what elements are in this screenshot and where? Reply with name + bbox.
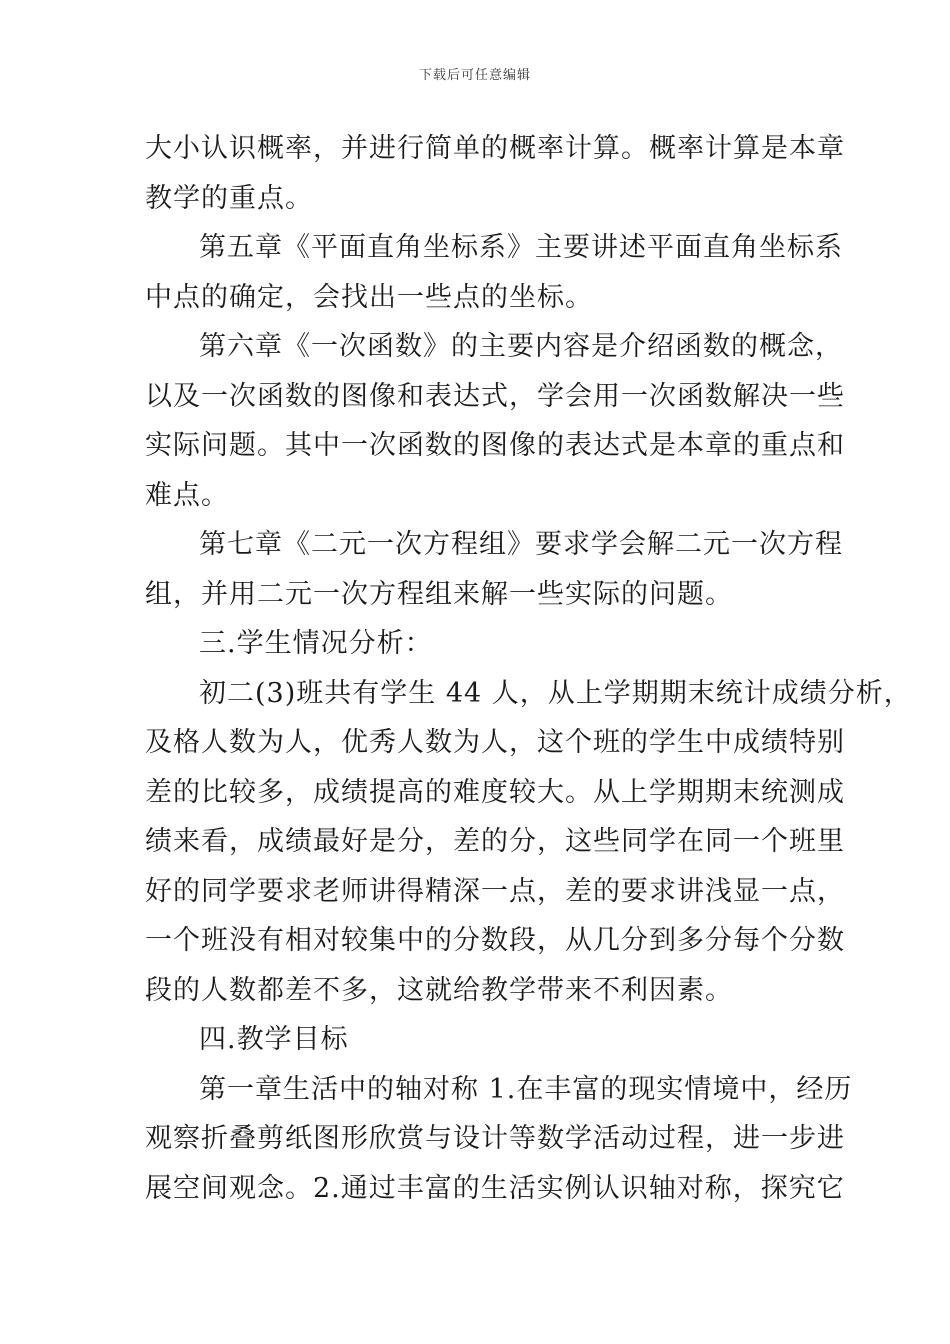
text-line: 第五章《平面直角坐标系》主要讲述平面直角坐标系 — [199, 232, 843, 263]
text-line: 难点。 — [145, 479, 229, 511]
text-line: 四.教学目标 — [199, 1024, 349, 1055]
text-line: 好的同学要求老师讲得精深一点，差的要求讲浅显一点， — [145, 875, 845, 907]
text-line: 段的人数都差不多，这就给教学带来不利因素。 — [145, 974, 733, 1006]
text-line: 中点的确定，会找出一些点的坐标。 — [145, 281, 593, 313]
text-line: 第一章生活中的轴对称 1.在丰富的现实情境中，经历 — [199, 1073, 853, 1105]
text-line: 以及一次函数的图像和表达式，学会用一次函数解决一些 — [145, 380, 845, 412]
text-line: 展空间观念。2.通过丰富的生活实例认识轴对称，探究它 — [145, 1172, 845, 1204]
text-line: 初二(3)班共有学生 44 人，从上学期期末统计成绩分析， — [199, 677, 912, 709]
text-line: 第七章《二元一次方程组》要求学会解二元一次方程 — [199, 529, 843, 560]
text-line: 差的比较多，成绩提高的难度较大。从上学期期末统测成 — [145, 776, 845, 808]
text-line: 三.学生情况分析： — [199, 628, 433, 659]
text-line: 第六章《一次函数》的主要内容是介绍函数的概念， — [199, 331, 843, 362]
document-body — [145, 124, 912, 1213]
text-line: 绩来看，成绩最好是分，差的分，这些同学在同一个班里 — [145, 826, 845, 857]
text-line: 观察折叠剪纸图形欣赏与设计等数学活动过程，进一步进 — [145, 1123, 845, 1154]
text-line: 及格人数为人，优秀人数为人，这个班的学生中成绩特别 — [145, 727, 845, 758]
text-line: 组，并用二元一次方程组来解一些实际的问题。 — [145, 578, 733, 610]
text-line: 教学的重点。 — [145, 182, 313, 214]
text-line: 一个班没有相对较集中的分数段，从几分到多分每个分数 — [145, 925, 845, 956]
page-header: 下载后可任意编辑 — [418, 68, 531, 83]
text-line: 实际问题。其中一次函数的图像的表达式是本章的重点和 — [145, 430, 845, 461]
text-line: 大小认识概率，并进行简单的概率计算。概率计算是本章 — [145, 133, 845, 164]
